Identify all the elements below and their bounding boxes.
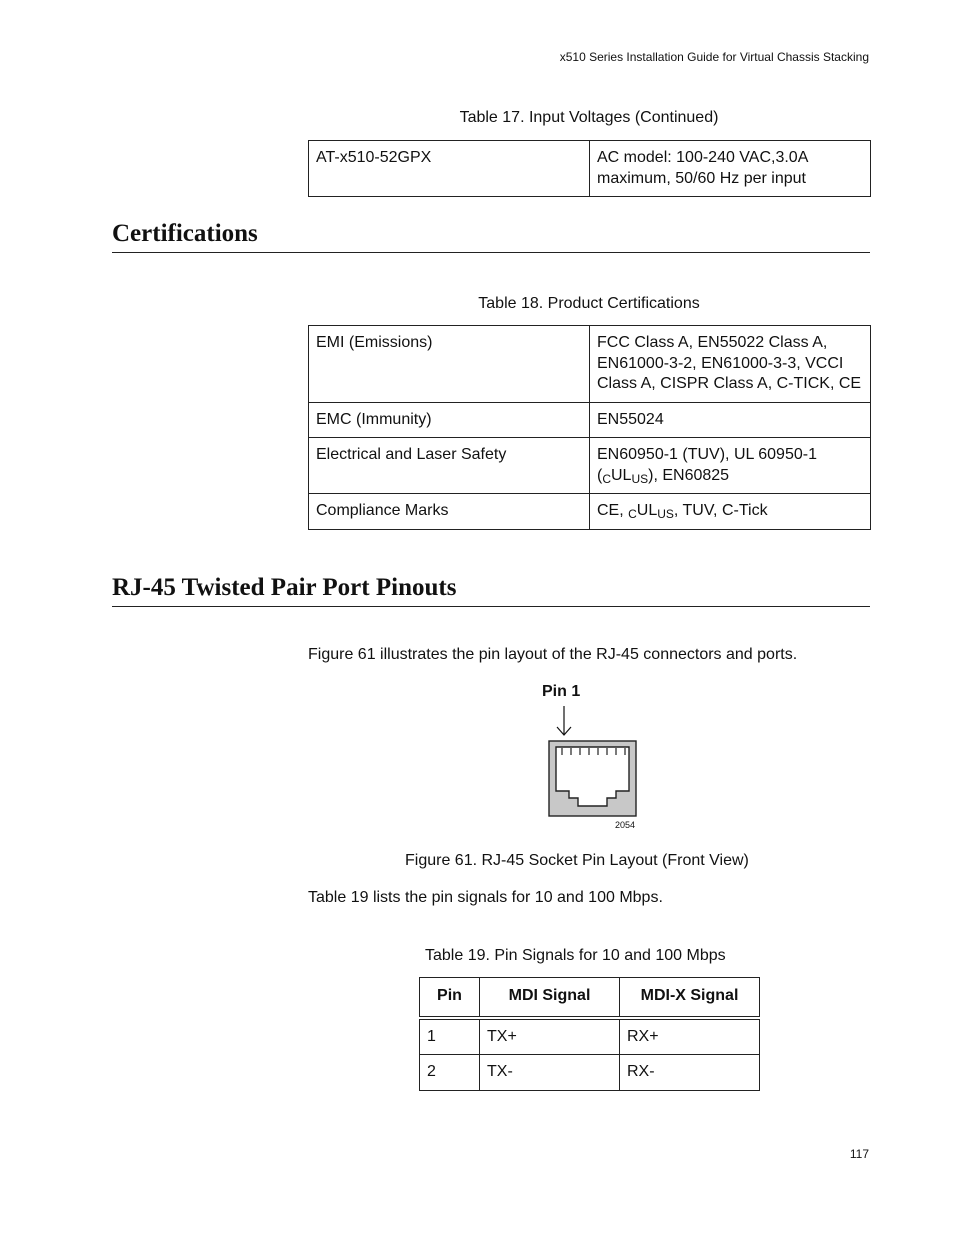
arrow-down-icon [557,706,571,735]
column-header-mdix: MDI-X Signal [620,978,760,1018]
table-row [309,438,871,494]
table-cell: AT-x510-52GPX [309,141,590,197]
subscript-us: US [657,507,674,521]
figure-intro-text: Figure 61 illustrates the pin layout of the RJ-45 connectors and ports. [308,646,798,663]
table-cell: RX+ [620,1018,760,1055]
table-cell: EMI (Emissions) [309,326,590,403]
subscript-c: C [602,471,611,486]
certifications-heading: Certifications [112,220,870,253]
table-cell: TX+ [480,1018,620,1055]
table-row [420,1055,760,1091]
table-header-row [420,978,760,1018]
table-cell: EN55024 [590,402,871,438]
table18-caption: Table 18. Product Certifications [478,295,700,312]
column-header-pin: Pin [420,978,480,1018]
table-cell: 1 [420,1018,480,1055]
table-cell: Electrical and Laser Safety [309,438,590,494]
subscript-c: C [628,507,637,521]
table19-caption: Table 19. Pin Signals for 10 and 100 Mbps [425,947,726,964]
cell-text: ), EN60825 [648,466,730,484]
table-row [309,402,871,438]
cell-text: EN60950-1 (TUV), UL 60950-1 ( [597,446,817,484]
cell-text: , TUV, C-Tick [673,502,768,519]
figure-id: 2054 [615,820,636,830]
table-cell [590,494,871,530]
pinouts-heading: RJ-45 Twisted Pair Port Pinouts [112,574,870,607]
input-voltages-table [308,140,871,197]
figure61-caption: Figure 61. RJ-45 Socket Pin Layout (Front View) [405,852,749,869]
ul-mark: UL [636,502,658,519]
table-row [309,326,871,403]
table-cell: Compliance Marks [309,494,590,530]
table-row [420,1018,760,1055]
table-row [309,141,871,197]
table-cell: EMC (Immunity) [309,402,590,438]
table-cell: 2 [420,1055,480,1091]
table-cell: RX- [620,1055,760,1091]
table17-caption: Table 17. Input Voltages (Continued) [459,109,719,126]
subscript-us: US [631,471,649,486]
table19-intro-text: Table 19 lists the pin signals for 10 and 100 Mbps. [308,889,663,906]
table-row [309,494,871,530]
cell-text: CE, [597,502,629,519]
column-header-mdi: MDI Signal [480,978,620,1018]
pin-signals-table [419,977,760,1091]
table-cell: FCC Class A, EN55022 Class A, EN61000-3-2, EN61000-3-3, VCCI Class A, CISPR Class A, C-TICK, CE [590,326,871,403]
table-cell: TX- [480,1055,620,1091]
pin1-label: Pin 1 [542,683,581,700]
product-certifications-table [308,325,871,530]
page-number: 117 [849,1147,869,1161]
running-header: x510 Series Installation Guide for Virtual Chassis Stacking [559,50,869,64]
ul-mark: UL [611,466,632,484]
table-cell: AC model: 100-240 VAC,3.0A maximum, 50/60 Hz per input [590,141,871,197]
rj45-socket-diagram [540,704,650,834]
table-cell [590,438,871,494]
